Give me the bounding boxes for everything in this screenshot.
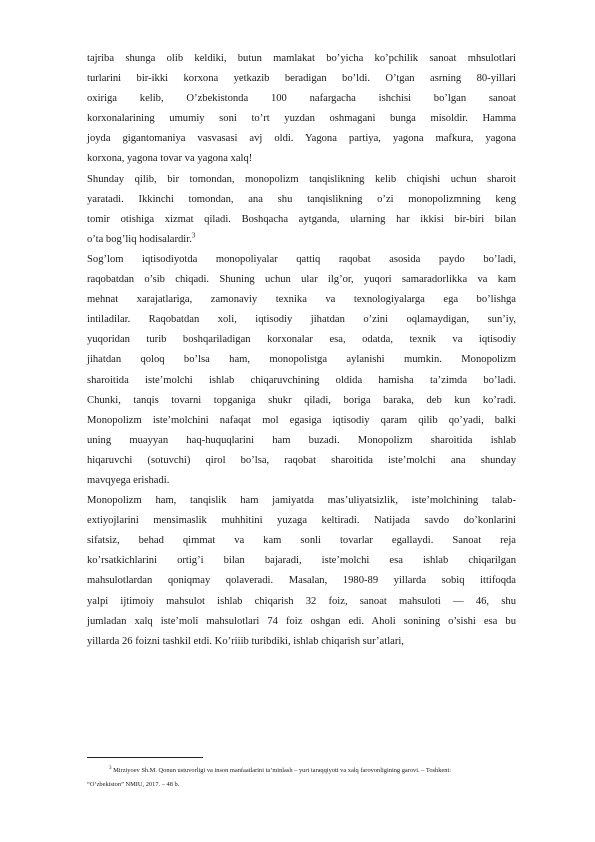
text-line: mavqyega erishadi. bbox=[87, 474, 170, 486]
text-line: sharoitida iste’molchi ishlab chiqaruvchining oldida hamisha ta’zimda bo’ladi. bbox=[87, 374, 516, 386]
text-line: tomir otishiga xizmat qiladi. Boshqacha aytganda, ularning har ikkisi bir-biri bilan bbox=[87, 213, 516, 225]
text-line: hiqaruvchi (sotuvchi) qirol bo’lsa, raqobat sharoitida iste’molchi ana shunday bbox=[87, 454, 516, 466]
footnote-separator bbox=[87, 757, 203, 758]
text-line: oxiriga kelib, O’zbekistonda 100 nafargacha ishchisi bo’lgan sanoat bbox=[87, 93, 516, 105]
text-line: yillarda 26 foizni tashkil etdi. Ko’riiib turibdiki, ishlab chiqarish sur’atlari, bbox=[87, 635, 404, 647]
text-line: jihatdan qoloq bo’lsa ham, monopolistga aylanishi mumkin. Monopolizm bbox=[87, 354, 516, 366]
text-line: yaratadi. Ikkinchi tomondan, ana shu tanqislikning o’zi monopolizmning keng bbox=[87, 193, 516, 205]
text-line: Sog’lom iqtisodiyotda monopoliyalar qattiq raqobat asosida paydo bo’ladi, bbox=[87, 253, 516, 265]
paragraph-1 bbox=[87, 49, 516, 170]
text-line: korxonalarining umumiy soni to’rt yuzdan oshmagani bunga misoldir. Hamma bbox=[87, 113, 516, 125]
footnote-text-1: Mirziyoev Sh.M. Qonun ustuvorligi va inson manfaatlarini ta’minlash – yurt taraqqiyoti va xalq farovonligining garovi. – Toshkent: bbox=[113, 767, 452, 774]
paragraph-2 bbox=[87, 170, 516, 250]
text-line: korxona, yagona tovar va yagona xalq! bbox=[87, 153, 253, 165]
footnote-line-2: “O’zbekiston” NMIU, 2017. – 48 b. bbox=[87, 781, 180, 788]
text-line: extiyojlarini mensimaslik muhhitini yuzaga keltiradi. Natijada savdo do’konlarini bbox=[87, 515, 516, 527]
text-line: mehnat xarajatlariga, zamonaviy texnika va texnologiyalarga ega bo’lishga bbox=[87, 294, 516, 306]
text-line: Monopolizm iste’molchini nafaqat mol egasiga iqtisodiy qaram qilib qo’yadi, balki bbox=[87, 414, 516, 426]
text-line: tajriba shunga olib keldiki, butun mamlakat bo’yicha ko’pchilik sanoat mhsulotlari bbox=[87, 53, 516, 64]
text-line: uning muayyan haq-huquqlarini ham buzadi. Monopolizm sharoitida ishlab bbox=[87, 434, 516, 446]
text-line: o’ta bog’liq hodisalardir.$^3$ bbox=[87, 231, 196, 245]
footnote-number: 3 bbox=[109, 765, 112, 771]
text-line: mahsulotlardan qoniqmay qolaveradi. Masalan, 1980-89 yillarda sobiq ittifoqda bbox=[87, 575, 516, 587]
footnote-reference: 3 bbox=[191, 231, 196, 240]
text-line: sifatsiz, behad qimmat va kam sonli tovarlar egallaydi. Sanoat reja bbox=[87, 535, 516, 547]
text-line: intiladilar. Raqobatdan xoli, iqtisodiy jihatdan o’zini oqlamaydigan, sun’iy, bbox=[87, 314, 516, 326]
text-line: Shunday qilib, bir tomondan, monopolizm tanqislikning kelib chiqishi uchun sharoit bbox=[87, 173, 516, 185]
footnote bbox=[87, 764, 517, 792]
text-line: raqobatdan o’sib chiqadi. Shuning uchun ular ilg’or, yuqori samaradorlikka va kam bbox=[87, 274, 516, 286]
text-line: ko’rsatkichlarini ortig’i bilan bajaradi, iste’molchi esa ishlab chiqarilgan bbox=[87, 555, 516, 567]
text-line: Monopolizm ham, tanqislik ham jamiyatda mas’uliyatsizlik, iste’molchining talab- bbox=[87, 495, 516, 507]
text-line: yuqoridan turib boshqariladigan korxonalar esa, odatda, texnik va iqtisodiy bbox=[87, 334, 516, 346]
paragraph-3 bbox=[87, 250, 516, 491]
footnote-line-1 bbox=[87, 764, 517, 778]
text-line: Chunki, tanqis tovarni topganiga shukr qiladi, boriga baraka, deb kun ko’radi. bbox=[87, 394, 516, 406]
body-text bbox=[87, 49, 516, 652]
text-line: joyda gigantomaniya vasvasasi avj oldi. Yagona partiya, yagona mafkura, yagona bbox=[87, 133, 516, 145]
text-line: jumladan xalq iste’moli mahsulotlari 74 foiz oshgan edi. Aholi sonining o’sishi esa bu bbox=[87, 615, 516, 627]
text-line: yalpi ijtimoiy mahsulot ishlab chiqarish 32 foiz, sanoat mahsuloti — 46, shu bbox=[87, 595, 516, 607]
paragraph-4 bbox=[87, 491, 516, 652]
text-line: turlarini bir-ikki korxona yetkazib beradigan bo’ldi. O’tgan asrning 80-yillari bbox=[87, 73, 516, 85]
